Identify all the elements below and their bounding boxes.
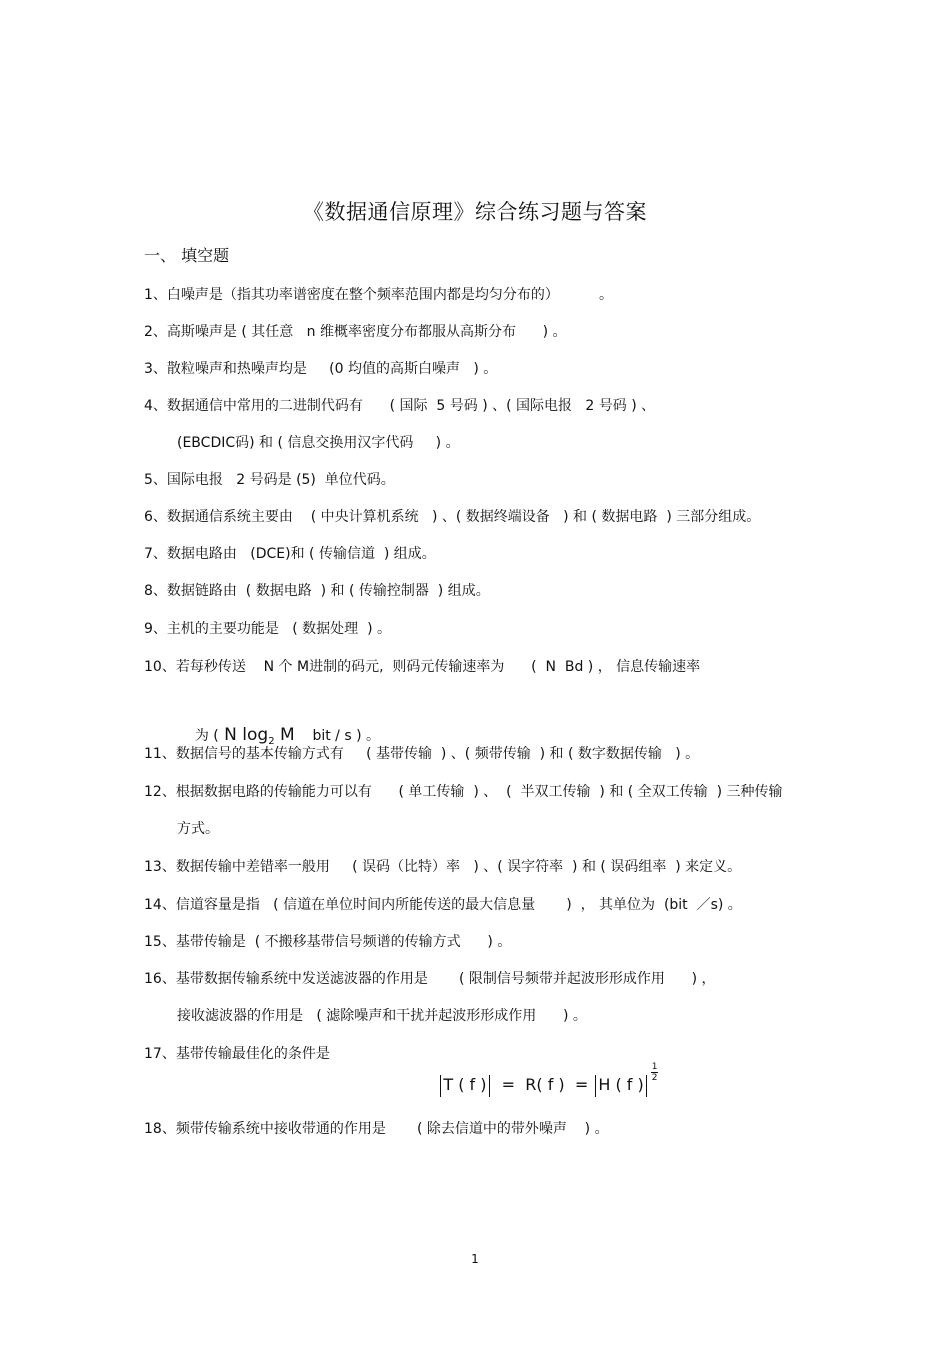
- question-13: 13、数据传输中差错率一般用 ( 误码（比特）率 ) 、( 误字符率 ) 和 ( 误码组率 ) 来定义。: [144, 859, 742, 875]
- question-12: 12、根据数据电路的传输能力可以有 ( 单工传输 ) 、 ( 半双工传输 ) 和 ( 全双工传输 ) 三种传输: [144, 784, 783, 800]
- abs-bar-right-h: [646, 1075, 647, 1097]
- abs-bar-right: [489, 1075, 490, 1097]
- document-title: 《数据通信原理》综合练习题与答案: [303, 200, 647, 224]
- question-8: 8、数据链路由 ( 数据电路 ) 和 ( 传输控制器 ) 组成。: [144, 583, 490, 599]
- question-16-continued: 接收滤波器的作用是 ( 滤除噪声和干扰并起波形形成作用 ) 。: [177, 1008, 587, 1024]
- formula-t-of-f: T ( f ): [443, 1075, 487, 1094]
- question-14: 14、信道容量是指 ( 信道在单位时间内所能传送的最大信息量 ) ， 其单位为 (bit ／s) 。: [144, 897, 742, 913]
- question-12-continued: 方式。: [177, 821, 219, 837]
- formula-m: M: [274, 725, 295, 745]
- exponent-denominator: 2: [651, 1073, 658, 1083]
- question-7: 7、数据电路由 (DCE)和 ( 传输信道 ) 组成。: [144, 546, 436, 562]
- question-11: 11、数据信号的基本传输方式有 ( 基带传输 ) 、( 频带传输 ) 和 ( 数字数据传输 ) 。: [144, 746, 700, 762]
- question-6: 6、数据通信系统主要由 ( 中央计算机系统 ) 、( 数据终端设备 ) 和 ( 数据电路 ) 三部分组成。: [144, 509, 761, 525]
- question-3: 3、散粒噪声和热噪声均是 (0 均值的高斯白噪声 ) 。: [144, 361, 498, 377]
- question-15: 15、基带传输是 ( 不搬移基带信号频谱的传输方式 ) 。: [144, 934, 512, 950]
- question-4: 4、数据通信中常用的二进制代码有 ( 国际 5 号码 ) 、( 国际电报 2 号码 ) 、: [144, 398, 656, 414]
- formula-unit: bit / s: [294, 728, 352, 744]
- question-1: 1、白噪声是（指其功率谱密度在整个频率范围内都是均匀分布的） 。: [144, 287, 613, 303]
- question-17-formula: [418, 1046, 658, 1124]
- question-10: 10、若每秒传送 N 个 M进制的码元, 则码元传输速率为 ( N Bd ) ， 信息传输速率: [144, 659, 701, 675]
- formula-equals-r: = R( f ) =: [491, 1075, 594, 1094]
- question-4-continued: (EBCDIC码) 和 ( 信息交换用汉字代码 ) 。: [177, 435, 460, 451]
- section-heading: 一、 填空题: [144, 246, 230, 265]
- abs-bar-left-h: [595, 1075, 596, 1097]
- formula-n: N: [218, 725, 237, 745]
- formula-prefix: 为 (: [194, 728, 219, 744]
- formula-h-of-f: H ( f ): [598, 1075, 644, 1094]
- question-9: 9、主机的主要功能是 ( 数据处理 ) 。: [144, 621, 391, 637]
- question-2: 2、高斯噪声是 ( 其任意 n 维概率密度分布都服从高斯分布 ) 。: [144, 324, 567, 340]
- question-5: 5、国际电报 2 号码是 (5) 单位代码。: [144, 472, 395, 488]
- formula-log-base: 2: [268, 736, 275, 747]
- exponent-numerator: 1: [651, 1062, 658, 1072]
- formula-exponent-half: [651, 1062, 659, 1083]
- question-18: 18、频带传输系统中接收带通的作用是 ( 除去信道中的带外噪声 ) 。: [144, 1121, 609, 1137]
- page-number: 1: [471, 1252, 479, 1266]
- question-16: 16、基带数据传输系统中发送滤波器的作用是 ( 限制信号频带并起波形形成作用 ) ，: [144, 971, 716, 987]
- formula-log: log: [236, 725, 269, 745]
- formula-suffix: ) 。: [351, 728, 380, 744]
- question-17: 17、基带传输最佳化的条件是: [144, 1046, 330, 1062]
- abs-bar-left: [440, 1075, 441, 1097]
